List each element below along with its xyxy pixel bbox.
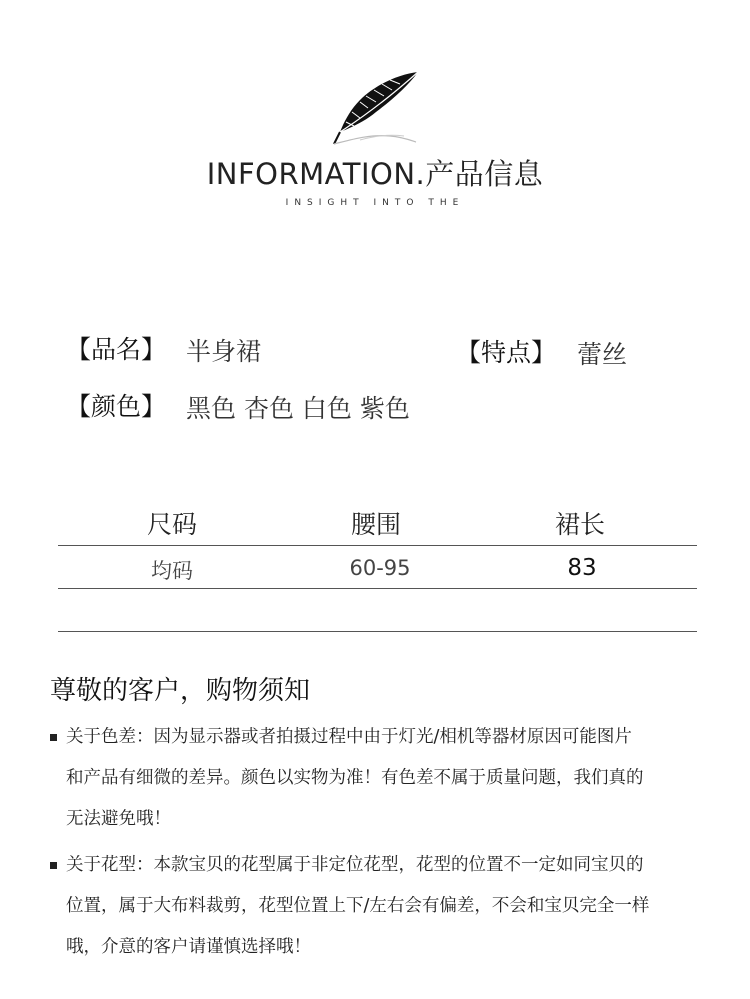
section-title: INFORMATION.产品信息 [206, 157, 544, 191]
product-color-value: 黑色 杏色 白色 紫色 [186, 394, 410, 423]
table-header-waist: 腰围 [350, 510, 401, 539]
notice-heading: 尊敬的客户，购物须知 [50, 676, 311, 706]
notice-line: 位置，属于大布料裁剪，花型位置上下/左右会有偏差，不会和宝贝完全一样 [66, 896, 650, 916]
product-name-label: 【品名】 [66, 335, 167, 364]
notice-item-color-difference [66, 717, 726, 840]
bullet-square-icon [50, 862, 57, 869]
table-divider [58, 631, 697, 632]
table-cell-length: 83 [567, 555, 597, 581]
bullet-square-icon [50, 734, 57, 741]
section-subtitle: INSIGHT INTO THE [285, 198, 465, 208]
table-header-size: 尺码 [146, 510, 197, 539]
table-divider [58, 545, 697, 546]
notice-item-pattern [66, 845, 726, 968]
table-divider [58, 588, 697, 589]
table-cell-waist: 60-95 [349, 556, 411, 580]
notice-line: 和产品有细微的差异。颜色以实物为准！有色差不属于质量问题，我们真的 [66, 768, 644, 788]
notice-line: 哦，介意的客户请谨慎选择哦！ [66, 937, 311, 957]
product-feature-value: 蕾丝 [577, 340, 628, 369]
notice-line: 关于花型：本款宝贝的花型属于非定位花型，花型的位置不一定如同宝贝的 [66, 855, 644, 875]
table-cell-size: 均码 [151, 559, 193, 583]
product-name-value: 半身裙 [186, 337, 262, 366]
notice-line: 无法避免哦！ [66, 809, 171, 829]
notice-line: 关于色差：因为显示器或者拍摄过程中由于灯光/相机等器材原因可能图片 [66, 727, 632, 747]
table-header-length: 裙长 [554, 510, 605, 539]
product-feature-label: 【特点】 [456, 338, 557, 367]
feather-quill-icon [330, 70, 422, 148]
product-color-label: 【颜色】 [66, 392, 167, 421]
